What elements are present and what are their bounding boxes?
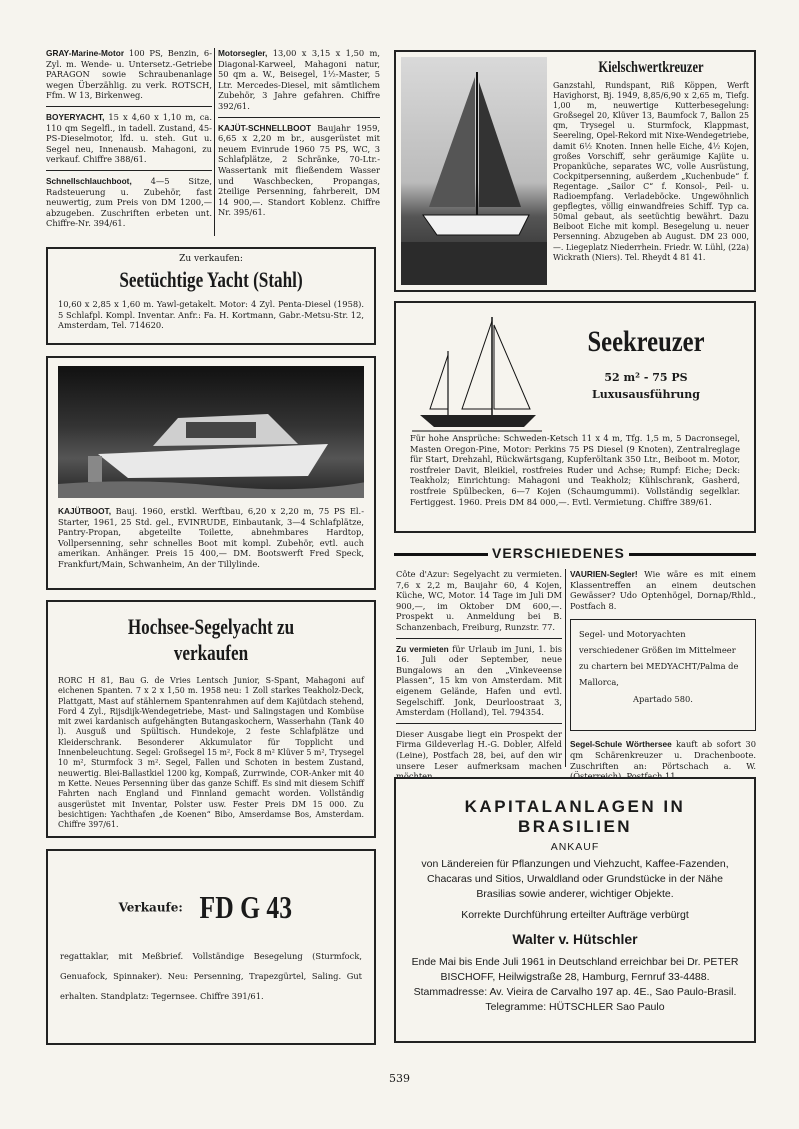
ad-schnellschlauchboot: Schnellschlauchboot, 4—5 Sitze, Radsteuerung u. Zubehör, fast neuwertig, zum Preis von DM 1200,— abzugeben. Zuschriften erbeten unt. Chiffre-Nr. 394/61. bbox=[46, 175, 212, 229]
section-heading bbox=[394, 545, 756, 563]
ad-subtitle: 52 m² - 75 PS bbox=[604, 371, 688, 384]
ad-medyacht: Segel- und Motoryachten verschiedener Größen im Mittelmeer zu chartern bei MEDYACHT/Palma de Mallorca, Apartado 580. bbox=[570, 619, 756, 731]
ad-prospekt: Dieser Ausgabe liegt ein Prospekt der Firma Gildeverlag H.-G. Dobler, Alfeld (Leine), Postfach 28, bei, auf den wir unsere Leser aufmerksam machen bbox=[396, 728, 562, 771]
sailboat-illustration bbox=[401, 57, 547, 285]
ad-fd-g43 bbox=[46, 849, 376, 1045]
pre-label: Verkaufe: bbox=[118, 900, 183, 915]
ad-motorsegler: Motorsegler, 13,00 x 3,15 x 1,50 m, Diagonal-Karweel, Mahagoni natur, 50 qm a. W., Beisegel, 1½-Master, 5 Ltr. Mercedes-Diesel, mit sämtlichem Zubehör, 3 Jahre gefahren. Chiffre 392/61. bbox=[218, 48, 380, 111]
ad-segelschule: Segel-Schule Wörthersee kauft ab sofort 30 qm Schärenkreuzer u. Drachenboote. Zuschriften an: Pörtschach a. W. bbox=[570, 739, 756, 771]
ad-title: KAPITALANLAGEN IN BRASILIEN bbox=[464, 797, 686, 836]
ad-body-2: Korrekte Durchführung erteilter Aufträge verbürgt bbox=[461, 909, 689, 921]
ad-seetuechtige-yacht bbox=[46, 247, 376, 345]
ad-kajuet-schnellboot: KAJÜT-SCHNELLBOOT Baujahr 1959, 6,65 x 2,20 m br., ausgerüstet mit neuem Evinrude 1960 75 PS, WC, 3 Schlafplätze, 2 Schränke, 70-Ltr.-Wassertank mit fließendem Wasser und Waschbecken, Propangas, 2teilige Persenning, fahrbereit, DM 14 900,—. Standort Koblenz. Chiffre Nr. 395/61. bbox=[218, 122, 380, 218]
pre-label: Zu verkaufen: bbox=[179, 254, 243, 264]
col1-ads bbox=[46, 48, 212, 234]
ad-body-3: Ende Mai bis Ende Juli 1961 in Deutschland erreichbar bei Dr. PETER BISCHOFF, Heilwigstraße 28, Hamburg, Fernruf 33-4488. Stammadresse: Av. Vieira de Carvalho 197 ap. 4E., Sao Paulo-Brasil. Telegramme: HÜTSCHLER Sao Paulo bbox=[411, 956, 739, 1013]
ad-kapitalanlagen-brasilien bbox=[394, 777, 756, 1043]
ad-title: Seetüchtige Yacht (Stahl) bbox=[119, 267, 303, 292]
motorboat-photo bbox=[58, 366, 364, 498]
ad-contact-name: Walter v. Hütschler bbox=[512, 931, 638, 947]
ad-body: 10,60 x 2,85 x 1,60 m. Yawl-getakelt. Motor: 4 Zyl. Penta-Diesel (1958). 5 Schlafpl. Kompl. Inventar. Anfr.: Fa. H. Kortmann, Gabr.-Metsu-Str. 12, Amsterdam, Tel. 714620. bbox=[58, 299, 364, 331]
ad-boyeryacht: BOYERYACHT, 15 x 4,60 x 1,10 m, ca. 110 qm Segelfl., in tadell. Zustand, 45-PS-Dieselmotor, lfd. u. steh. Gut u. Segel neu, Innenausb. Mahagoni, zu verkauf. Chiffre 388/61. bbox=[46, 111, 212, 165]
ad-body: KAJÜTBOOT, Bauj. 1960, erstkl. Werftbau, 6,20 x 2,20 m, 75 PS El.-Starter, 1961, 25 Std. gel., EVINRUDE, Einbautank, 3—4 Schlafplätze, Pantry-Propan, abgeteilte Toilette, abnehmbares Hardtop, Vollpersenning, sehr schnelles Boot mit kompl. Zubehör, evtl. auch amerikan. Anhänger. Preis 15 400,— DM. Bootswerft Fred Speck, Frankfurt/Main, Schwanheim, An der Tillylinde. bbox=[58, 506, 364, 569]
ad-body: Für hohe Ansprüche: Schweden-Ketsch 11 x 4 m, Tfg. 1,5 m, 5 Dacronsegel, Masten Oregon-Pine, Motor: Perkins 75 PS Diesel (9 Knoten), Zentralreglage für Start, Drehzahl, Rückwärtsgang, Kupferöltank 350 Ltr., Beiboot m. Motor, rostfreier Davit, Bleikiel, rostfreies Ruder und Achse; Rumpf: Eiche; Deck: Teakholz; Einrichtung: Mahagoni und Teakholz; Kühlschrank, Gasherd, rostfreie Spülbecken, 6—7 Kojen (Schaumgummi). Vollständig segelklar. Fertiggest. 1960. Preis DM 84 000,—. Evtl. Vermietung. Chiffre 389/61. bbox=[410, 433, 740, 507]
ad-subtitle-2: Luxusausführung bbox=[591, 388, 700, 401]
ad-body-1: von Ländereien für Pflanzungen und Viehzucht, Kaffee-Fazenden, Chacaras und Sitios, Urwaldland oder Grundstücke in der Nähe Brasilias sowie anderer, wichtiger Objekte. bbox=[421, 858, 729, 900]
ad-cote-dazur: Côte d'Azur: Segelyacht zu vermieten. 7,6 x 2,2 m, Baujahr 60, 4 Kojen, Küche, WC, Motor. 14 Tage im Juli DM 900,—, im Oktober DM 600,—. Prospekt u. Anmeldung bei B. Schanzenbach, Freiburg, Runzstr. 77. bbox=[396, 569, 562, 632]
ad-body: regattaklar, mit Meßbrief. Vollständige Besegelung (Sturmfock, Genuafock, Spinnaker). Neu: Persenning, Trapezgürtel, Saling. Gut erhalten. Standplatz: Tegernsee. Chiffre 391/61. bbox=[60, 951, 362, 1001]
sailboat-photo bbox=[401, 57, 547, 285]
ad-title: Hochsee-Segelyacht zu verkaufen bbox=[127, 614, 295, 665]
ad-seekreuzer bbox=[394, 301, 756, 533]
ad-subtitle: ANKAUF bbox=[550, 841, 600, 853]
versch-right bbox=[570, 569, 756, 787]
ad-title: FD G 43 bbox=[199, 889, 292, 925]
col2-ads bbox=[218, 48, 380, 223]
ad-hochsee-segelyacht bbox=[46, 600, 376, 838]
section-title: VERSCHIEDENES bbox=[488, 545, 629, 561]
ad-zu-vermieten: Zu vermieten für Urlaub im Juni, 1. bis 16. Juli oder September, neue Bungalows an den „Vinkeveense Plassen“, 15 km von Amsterdam. Mit eigenem Gelände, Hafen und evtl. Segelschiff. Jonk, Deurloostraat 3, Amsterdam (Holland), Tel. 794354. bbox=[396, 643, 562, 718]
ad-gray-marine: GRAY-Marine-Motor 100 PS, Benzin, 6-Zyl. m. Wende- u. Untersetz.-Getriebe PARAGON sowie Schraubenanlage wegen Überzählig. zu verk. ROTSCH, Ffm. W 13, Birkenweg. bbox=[46, 48, 212, 101]
ad-title: Seekreuzer bbox=[587, 325, 705, 358]
page-number: 539 bbox=[389, 1072, 410, 1085]
versch-left bbox=[396, 569, 562, 787]
ad-body: Ganzstahl, Rundspant, Riß Köppen, Werft Havighorst, Bj. 1949, 8,85/6,90 x 2,65 m, Tiefg. 1,00 m, neuwertige Kutterbesegelung: Großsegel 20, Klüver 13, Baumfock 7, Ballon 25 qm, Trysegel u. Sturmfock, Klappmast, Seereling, Opel-Rekord mit Nixe-Wendegetriebe, damit 6½ Knoten. Innen helle Eiche, 4½ Kojen, großes Vorschiff, sehr geräumige Kajüte u. Propanküche, separates WC, volle Ausrüstung, Cockpitpersenning, außerdem „Kuchenbude“ f. Regentage. „Sailor C“ f. Konsol-, Peil- u. Radioempfang. Verladeböcke. Ungewöhnlich gepflegtes, völlig einwandfreies Schiff. Typ ca. 50mal gebaut, als seetüchtig bewährt. Dazu Beiboot Eiche mit kompl. Besegelung u. neuer Persenning. Abzugeben ab August. DM 23 000,—. Liegeplatz Niederrhein. Friedr. W. Lühl, (22a) Wickrath (Niers). Tel. Rheydt 4 81 41. bbox=[553, 81, 749, 262]
ad-title: Kielschwertkreuzer bbox=[598, 59, 704, 76]
ad-body: RORC H 81, Bau G. de Vries Lentsch Junior, S-Spant, Mahagoni auf eichenen Spanten. 7 x 2 x 1,50 m. 1958 neu: 1 Zoll starkes Teakholz-Deck, Plattgatt, Mast auf stählernem Spantenrahmen auf dem Kajütdach stehend, Ford 4 Zyl., Rijsdijk-Wendegetriebe, Mast- und Salingstagen und Kombüse mit zwei kardanisch aufgehängten Butangaskochern, Wasserhahn (Tank 40 l). Ausguß und Spültisch. Hundekoje, 2 feste Schlafplätze und Kleiderschrank. Besonderer Akkumulator für Topplicht und Innenbeleuchtung. Segel: Großsegel 15 m², Fock 8 m² Klüver 5 m², Trysegel 10 m², Sturmfock 3 m². Segel, Fallen und Schoten in bestem Zustand, neuwertig. Blei-Ballastkiel 1200 kg, Kompaß, Zurrwinde, COR-Anker mit 40 m Kette. Neues Persenning über das ganze Schiff. Es sind mit diesem Schiff Fahrten nach England und Finnland gemacht worden. Vollständig ausgerüstet mit Inventar, Polster usw. Fester Preis DM 15 000. Zu besichtigen: Yachthafen „de Koenen“ Bibo, Amserdamse Bos, Amsterdam. Chiffre 397/61. bbox=[58, 676, 364, 830]
ad-kielschwertkreuzer bbox=[394, 50, 756, 292]
ad-kajutboot bbox=[46, 356, 376, 590]
ad-vaurien: VAURIEN-Segler! Wie wäre es mit einem Klassentreffen an einem deutschen Gewässer? Udo Optenhögel, Dornap/Rhld., Postfach 8. bbox=[570, 569, 756, 611]
boat-illustration bbox=[58, 366, 364, 498]
ketch-drawing bbox=[412, 311, 542, 437]
